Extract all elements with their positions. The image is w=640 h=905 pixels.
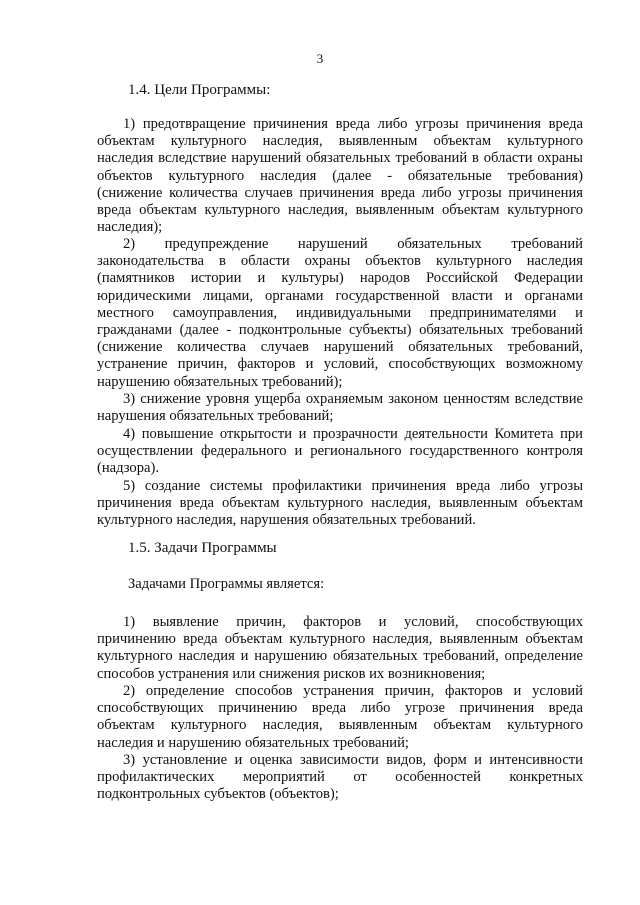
text-line: способствующих причинению вреда либо угрозе причинения вреда: [97, 700, 583, 717]
text-line: (надзора).: [97, 460, 160, 477]
text-line: (снижение количества случаев причинения вреда либо угрозы причинения: [97, 184, 583, 201]
section-heading-goals: 1.4. Цели Программы:: [128, 82, 271, 98]
text-line: 3) установление и оценка зависимости видов, форм и интенсивности: [123, 752, 583, 768]
goal-item-4: [97, 426, 583, 478]
text-line: юридическими лицами, органами государственной власти и органами: [97, 287, 583, 304]
goal-item-3: [97, 391, 583, 425]
text-line: (памятников истории и культуры) народов Российской Федерации: [97, 270, 583, 287]
task-item-3: [97, 752, 583, 804]
text-line: наследия вследствие нарушений обязательных требований в области охраны: [97, 150, 583, 167]
text-line: нарушению обязательных требований);: [97, 373, 343, 390]
text-line: нарушения обязательных требований;: [97, 408, 334, 425]
text-line: наследия и нарушению обязательных требований;: [97, 734, 409, 751]
text-line: объектам культурного наследия, выявленным объектам культурного: [97, 717, 583, 734]
text-line: 4) повышение открытости и прозрачности деятельности Комитета при: [123, 426, 583, 442]
text-line: 2) определение способов устранения причин, факторов и условий: [123, 683, 583, 699]
text-line: 2) предупреждение нарушений обязательных требований: [123, 236, 583, 252]
text-line: устранение причин, факторов и условий, способствующих возможному: [97, 356, 583, 373]
text-line: профилактических мероприятий от особенностей конкретных: [97, 769, 583, 786]
text-line: 1) выявление причин, факторов и условий, способствующих: [123, 614, 583, 630]
text-line: причинения вреда объектам культурного наследия, выявленным объектам: [97, 495, 583, 512]
text-line: объектам культурного наследия, выявленным объектам культурного: [97, 133, 583, 150]
text-line: 1) предотвращение причинения вреда либо угрозы причинения вреда: [123, 116, 583, 132]
text-line: объектов культурного наследия (далее - обязательные требования): [97, 167, 583, 184]
section-heading-tasks: 1.5. Задачи Программы: [128, 540, 277, 556]
goal-item-2: [97, 236, 583, 391]
text-line: способов устранения или снижения рисков их возникновения;: [97, 665, 486, 682]
text-line: осуществлении федерального и регионального государственного контроля: [97, 443, 583, 460]
task-item-1: [97, 614, 583, 683]
text-line: культурного наследия, нарушения обязательных требований.: [97, 512, 476, 529]
text-line: наследия);: [97, 219, 163, 236]
text-line: гражданами (далее - подконтрольные субъекты) обязательных требований: [97, 322, 583, 339]
text-line: вреда объектам культурного наследия, выявленным объектам культурного: [97, 202, 583, 219]
task-item-2: [97, 683, 583, 752]
text-line: причинению вреда объектам культурного наследия, выявленным объектам: [97, 631, 583, 648]
goal-item-5: [97, 478, 583, 530]
page-number: 3: [316, 51, 324, 66]
text-line: (снижение количества случаев нарушений обязательных требований,: [97, 339, 583, 356]
text-line: законодательства в области охраны объектов культурного наследия: [97, 253, 583, 270]
text-line: местного самоуправления, индивидуальными предпринимателями и: [97, 304, 583, 321]
text-line: 5) создание системы профилактики причинения вреда либо угрозы: [123, 478, 583, 494]
tasks-intro: Задачами Программы является:: [128, 576, 325, 592]
text-line: подконтрольных субъектов (объектов);: [97, 786, 339, 803]
text-line: культурного наследия и нарушению обязательных требований, определение: [97, 648, 583, 665]
goal-item-1: [97, 116, 583, 236]
text-line: 3) снижение уровня ущерба охраняемым законом ценностям вследствие: [123, 391, 583, 407]
